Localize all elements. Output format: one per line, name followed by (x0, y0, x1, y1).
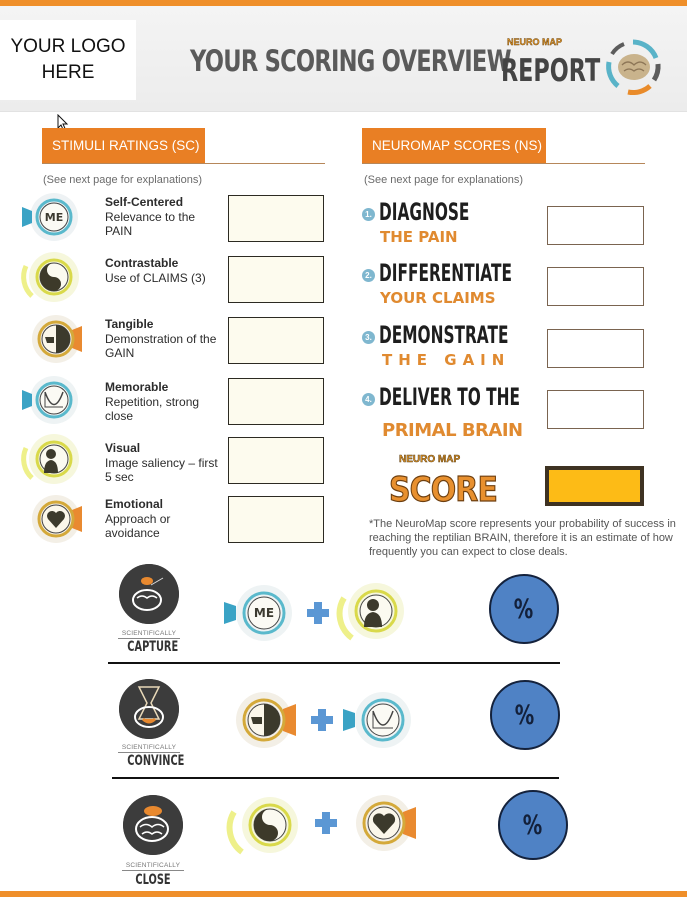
sc-item-emotional (105, 497, 223, 541)
step-title: DIFFERENTIATE (379, 259, 512, 287)
me-icon (220, 580, 300, 646)
capture-percent-result[interactable] (489, 574, 559, 644)
plus-icon (309, 707, 335, 733)
brain-logo-icon (604, 38, 662, 96)
sc-item-desc: Approach or avoidance (105, 511, 171, 540)
logo-placeholder-line1: YOUR LOGO (10, 36, 126, 57)
ns-demonstrate-input[interactable] (547, 329, 644, 368)
combo-prefix: SCIENTIFICALLY (118, 630, 180, 639)
svg-text:ME: ME (44, 211, 64, 224)
step-subtitle: THE PAIN (380, 228, 458, 246)
silhouette-icon (336, 578, 416, 644)
step-number-badge: 3. (362, 331, 375, 344)
sc-self-centered-input[interactable] (228, 195, 324, 242)
sc-item-visual (105, 441, 223, 485)
sc-item-title: Contrastable (105, 256, 179, 270)
sc-item-desc: Relevance to the PAIN (105, 209, 196, 238)
page-header (0, 6, 687, 112)
neuromap-brand-score: NEURO MAP (399, 454, 461, 465)
heart-icon (24, 492, 88, 546)
step-number-badge: 2. (362, 269, 375, 282)
step-subtitle: PRIMAL BRAIN (382, 420, 523, 441)
combo-prefix: SCIENTIFICALLY (122, 862, 184, 871)
svg-text:ME: ME (253, 606, 275, 620)
neuromap-divider (362, 163, 645, 164)
ns-deliver-input[interactable] (547, 390, 644, 429)
sc-contrastable-input[interactable] (228, 256, 324, 303)
stimuli-note: (See next page for explanations) (43, 174, 202, 186)
bottom-accent-bar (0, 891, 687, 897)
report-label: REPORT (501, 53, 601, 89)
sc-item-desc: Demonstration of the GAIN (105, 331, 217, 360)
convince-brain-icon (119, 679, 179, 739)
sc-item-self-centered (105, 195, 223, 239)
step-subtitle: THE GAIN (382, 351, 511, 369)
ns-differentiate-input[interactable] (547, 267, 644, 306)
sc-item-title: Visual (105, 441, 141, 455)
neuromap-brand-small: NEURO MAP (507, 37, 563, 47)
sc-item-desc: Use of CLAIMS (3) (105, 270, 206, 285)
combo-prefix: SCIENTIFICALLY (118, 744, 180, 753)
combo-divider (112, 777, 559, 779)
score-label: SCORE (389, 470, 498, 510)
sc-item-title: Memorable (105, 380, 169, 394)
heart-icon (348, 790, 428, 856)
u-curve-icon (339, 687, 419, 753)
sc-item-memorable (105, 380, 223, 424)
step-number-badge: 4. (362, 393, 375, 406)
sc-item-contrastable (105, 256, 223, 285)
combo-verb: CONVINCE (127, 753, 185, 769)
plus-icon (313, 810, 339, 836)
step-number-badge: 1. (362, 208, 375, 221)
capture-brain-icon (119, 564, 179, 624)
neuromap-note: (See next page for explanations) (364, 174, 523, 186)
percent-value: % (514, 593, 534, 625)
score-footnote: *The NeuroMap score represents your probability of success in reaching the reptilian BRAIN, therefore it is an estimate of how frequently you can expect to close deals. (369, 518, 676, 558)
combo-verb: CAPTURE (127, 639, 179, 655)
logo-placeholder (0, 20, 136, 100)
combo-verb: CLOSE (135, 872, 171, 888)
percent-value: % (515, 699, 535, 731)
ns-diagnose-input[interactable] (547, 206, 644, 245)
pointing-hand-icon (228, 687, 308, 753)
step-subtitle: YOUR CLAIMS (380, 289, 496, 307)
convince-percent-result[interactable] (490, 680, 560, 750)
sc-memorable-input[interactable] (228, 378, 324, 425)
pointing-hand-icon (24, 312, 88, 366)
logo-placeholder-line2: HERE (41, 62, 95, 83)
page-title: YOUR SCORING OVERVIEW (190, 44, 511, 78)
sc-tangible-input[interactable] (228, 317, 324, 364)
close-brain-icon (123, 795, 183, 855)
yin-yang-icon (226, 792, 306, 858)
sc-item-tangible (105, 317, 223, 361)
plus-icon (305, 600, 331, 626)
percent-value: % (523, 809, 543, 841)
neuromap-scores-heading: NEUROMAP SCORES (NS) (362, 128, 546, 164)
close-percent-result[interactable] (498, 790, 568, 860)
yin-yang-icon (18, 250, 82, 304)
sc-item-title: Self-Centered (105, 195, 184, 209)
sc-item-title: Emotional (105, 497, 164, 511)
sc-emotional-input[interactable] (228, 496, 324, 543)
step-title: DELIVER TO THE (379, 383, 521, 411)
sc-visual-input[interactable] (228, 437, 324, 484)
sc-item-desc: Repetition, strong close (105, 394, 200, 423)
u-curve-icon (18, 373, 82, 427)
neuromap-score-input[interactable] (545, 466, 644, 506)
stimuli-divider (42, 163, 325, 164)
sc-item-title: Tangible (105, 317, 154, 331)
step-title: DEMONSTRATE (379, 321, 509, 349)
step-title: DIAGNOSE (379, 198, 470, 226)
sc-item-desc: Image saliency – first 5 sec (105, 455, 218, 484)
me-icon (18, 190, 82, 244)
combo-divider (108, 662, 560, 664)
stimuli-ratings-heading: STIMULI RATINGS (SC) (42, 128, 205, 164)
silhouette-icon (18, 432, 82, 486)
